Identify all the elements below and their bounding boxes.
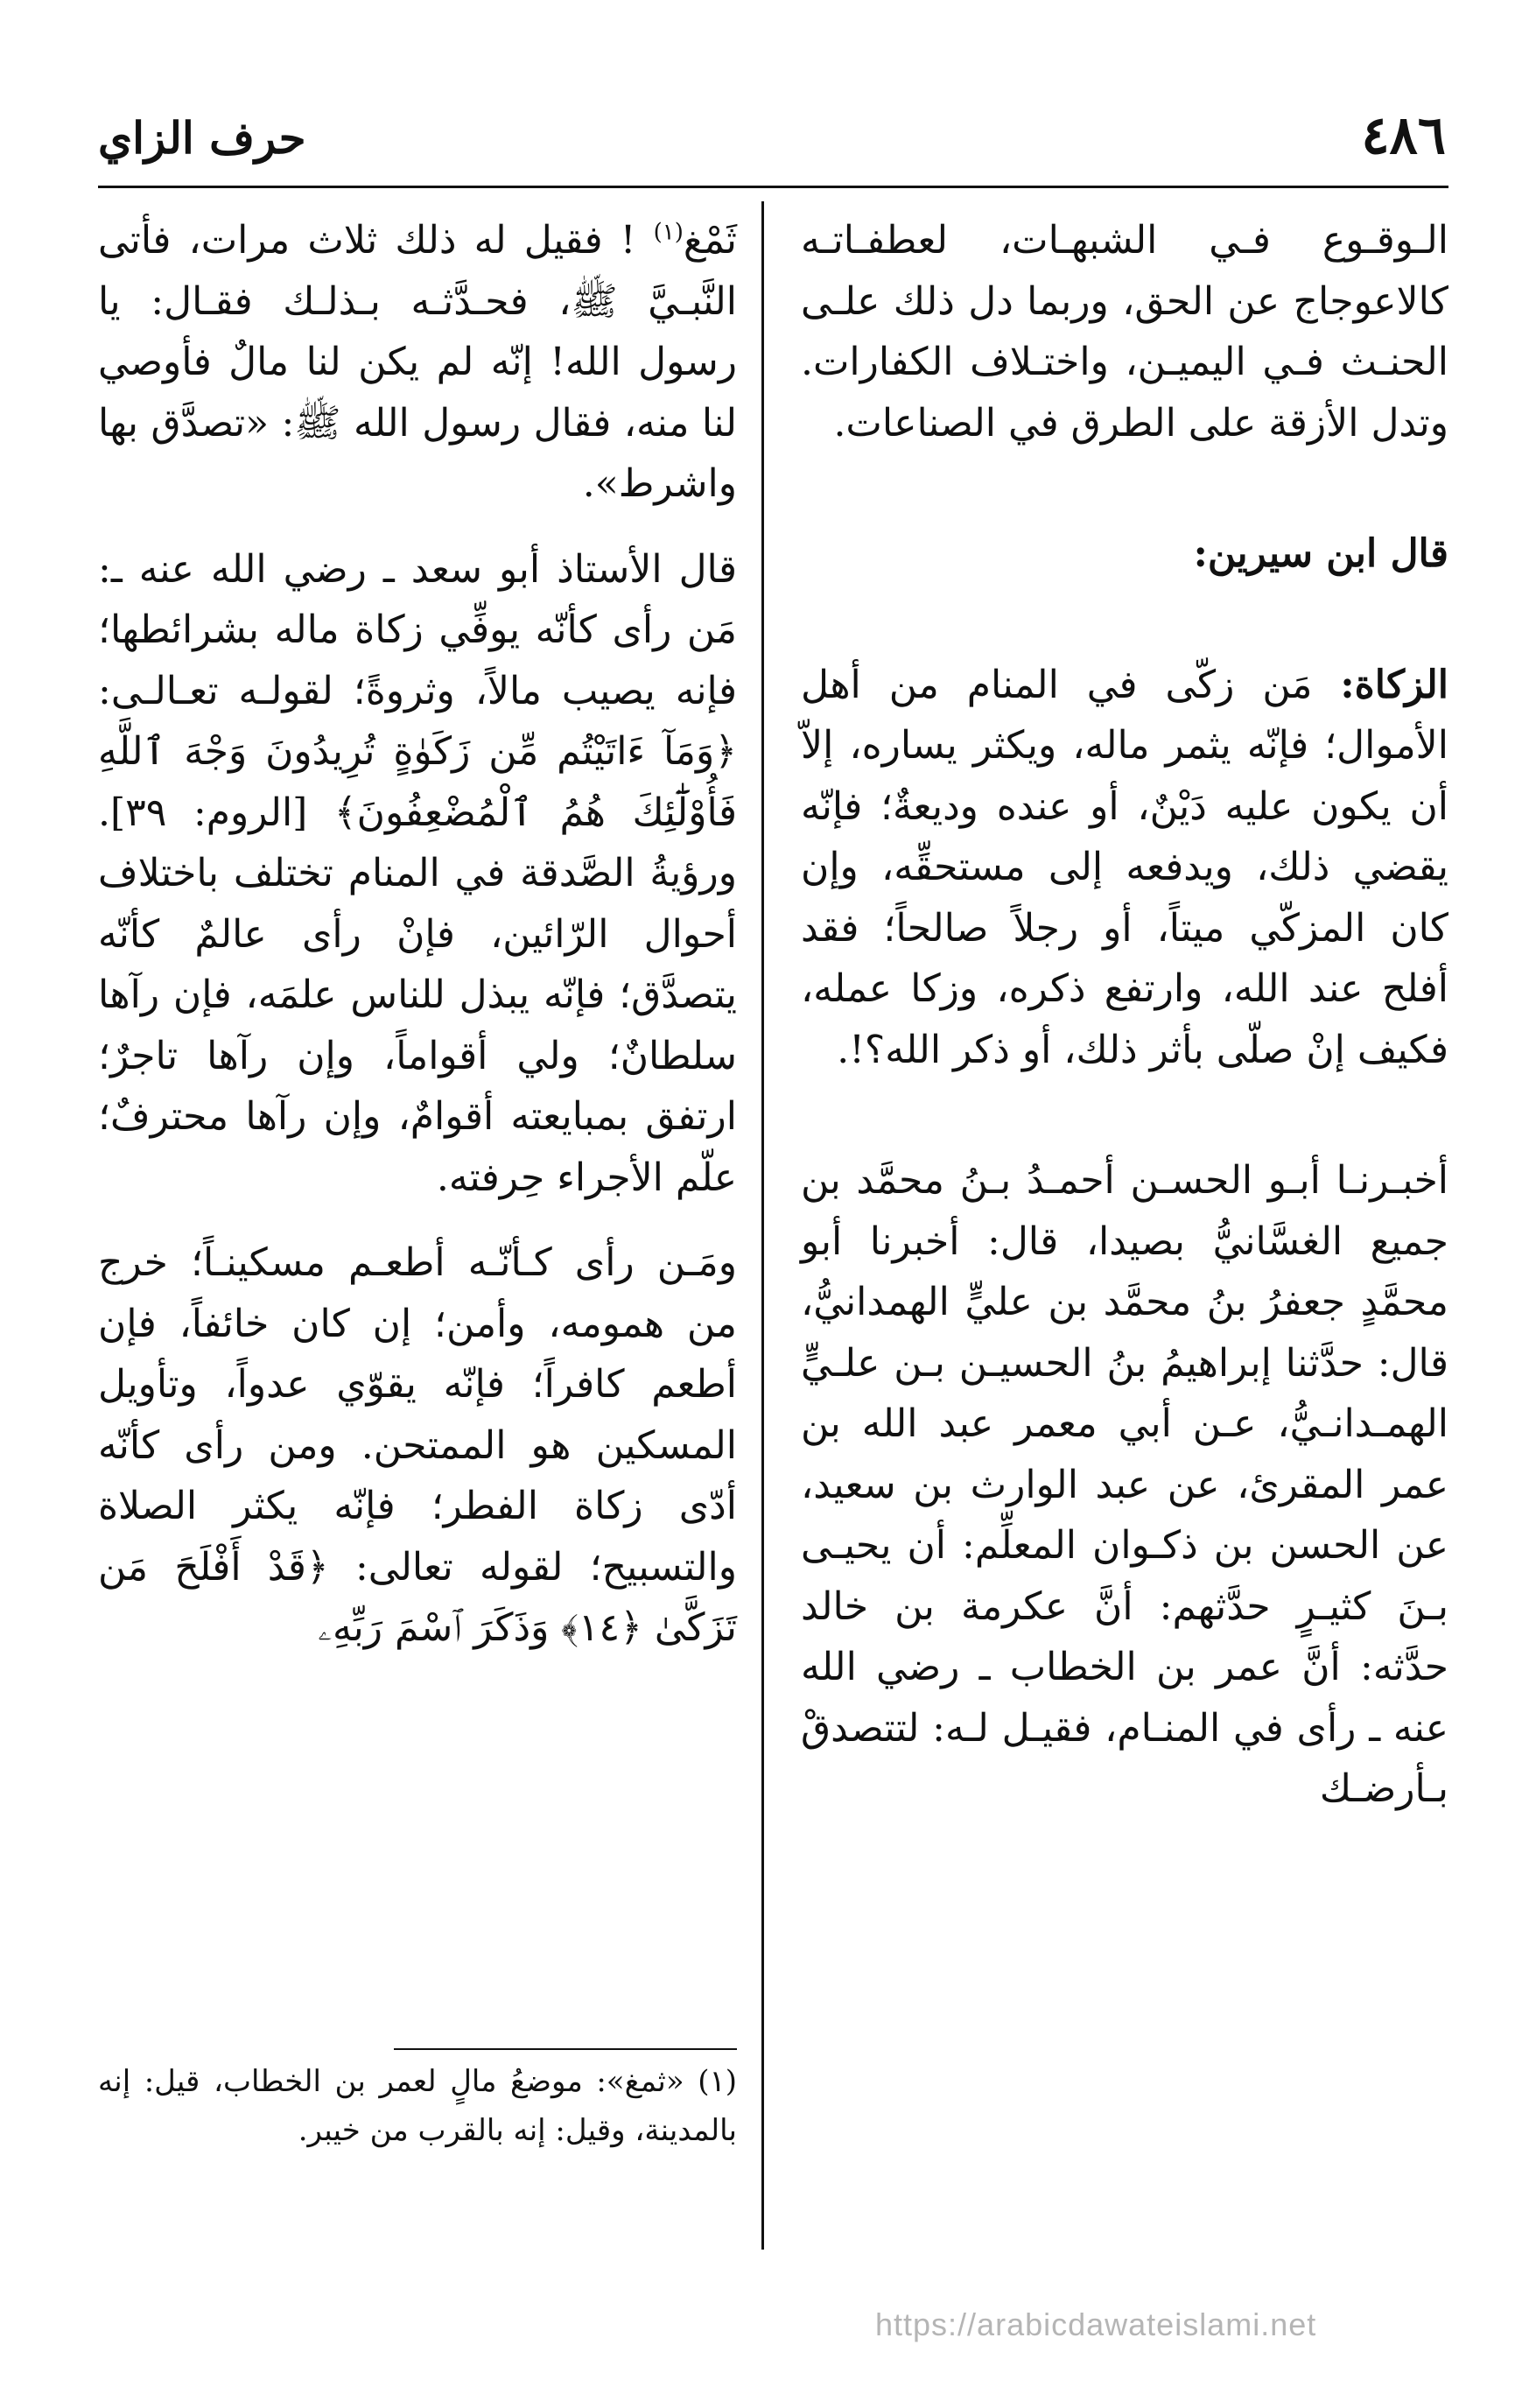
page-number: ٤٨٦ <box>1361 105 1446 166</box>
right-paragraph-2 <box>801 655 1448 1081</box>
right-paragraph-1: الـوقـوع فـي الشبهـات، لعطفـاتـه كالاعوجاج عن الحق، وربما دل ذلك علـى الحنـث فـي اليميـن، واختـلاف الكفارات. وتدل الأزقة على الطرق في الصناعات. <box>801 218 1448 446</box>
footnote-text: (١) «ثمغ»: موضعُ مالٍ لعمر بن الخطاب، قيل: إنه بالمدينة، وقيل: إنه بالقرب من خيبر. <box>98 2064 737 2149</box>
right-paragraph-3: أخبـرنـا أبـو الحسـن أحمـدُ بـنُ محمَّد بن جميع الغسَّانيُّ بصيدا، قال: أخبرنا أبو محمَّدٍ جعفرُ بنُ محمَّد بن عليٍّ الهمدانيُّ، قال: حدَّثنا إبراهيمُ بنُ الحسيـن بـن علـيٍّ الهمـدانـيُّ، عـن أبي معمر عبد الله بن عمر المقرئ، عن عبد الوارث بن سعيد، عن الحسن بن ذكـوان المعلِّم: أن يحيـى بـنَ كثيـرٍ حدَّثهم: أنَّ عكرمة بن خالد حدَّثه: أنَّ عمر بن الخطاب ـ رضي الله عنه ـ رأى في المنـام، فقيـل لـه: لتتصدقْ بـأرضـك <box>801 1158 1448 1812</box>
section-heading: قال ابن سيرين: <box>1193 531 1448 577</box>
running-head: حرف الزاي <box>98 112 306 164</box>
footnote <box>98 2057 737 2155</box>
left-paragraph-2: قال الأستاذ أبو سعد ـ رضي الله عنه ـ: مَن رأى كأنّه يوفِّي زكاة ماله بشرائطها؛ فإنه يصيب مالاً، وثروةً؛ لقولـه تعـالـى: ﴿وَمَآ ءَاتَيْتُم مِّن زَكَوٰةٍ تُرِيدُونَ وَجْهَ ٱللَّهِ فَأُوْلَٰٓئِكَ هُمُ ٱلْمُضْعِفُونَ﴾ [الروم: ٣٩]. ورؤيةُ الصَّدقة في المنام تختلف باختلاف أحوال الرّائين، فإنْ رأى عالمٌ كأنّه يتصدَّق؛ فإنّه يبذل للناس علمَه، فإن رآها سلطانٌ؛ ولي أقواماً، وإن رآها تاجرٌ؛ ارتفق بمبايعته أقوامٌ، وإن رآها محترفٌ؛ علّم الأجراء حِرفته. <box>98 546 737 1200</box>
footnote-marker: (١) <box>653 219 684 246</box>
watermark-url: https://arabicdawateislami.net <box>875 2306 1317 2342</box>
column-divider <box>761 201 764 2250</box>
place-name: ثَمْغ <box>683 218 737 263</box>
left-paragraph-1-text: ! فقيل له ذلك ثلاث مرات، فأتى النَّبـيَّ ﷺ، فحـدَّثـه بـذلـك فقـال: يا رسول الله! إنّه لم يكن لنا مالٌ فأوصي لنا منه، فقال رسول الله ﷺ: «تصدَّق بها واشرط». <box>98 218 737 507</box>
footnote-rule <box>394 2048 737 2050</box>
zakat-text: مَن زكّى في المنام من أهل الأموال؛ فإنّه يثمر ماله، ويكثر يساره، إلاّ أن يكون عليه دَيْنٌ، أو عنده وديعةٌ؛ فإنّه يقضي ذلك، ويدفعه إلى مستحقِّه، وإن كان المزكّي ميتاً، أو رجلاً صالحاً؛ فقد أفلح عند الله، وارتفع ذكره، وزكا عمله، فكيف إنْ صلّى بأثر ذلك، أو ذكر الله؟!. <box>801 662 1448 1072</box>
left-paragraph-1 <box>98 210 737 515</box>
header-rule <box>98 186 1448 188</box>
zakat-term: الزكاة: <box>1340 662 1448 707</box>
left-column <box>98 210 737 1659</box>
right-column <box>801 210 1448 1820</box>
left-paragraph-3: ومَـن رأى كـأنّـه أطعـم مسكينـاً؛ خرج من همومه، وأمن؛ إن كان خائفاً، فإن أطعم كافراً؛ فإنّه يقوّي عدواً، وتأويل المسكين هو الممتحن. ومن رأى كأنّه أدّى زكاة الفطر؛ فإنّه يكثر الصلاة والتسبيح؛ لقوله تعالى: ﴿قَدْ أَفْلَحَ مَن تَزَكَّىٰ ﴿١٤﴾ وَذَكَرَ ٱسْمَ رَبِّهِۦ <box>98 1240 737 1651</box>
